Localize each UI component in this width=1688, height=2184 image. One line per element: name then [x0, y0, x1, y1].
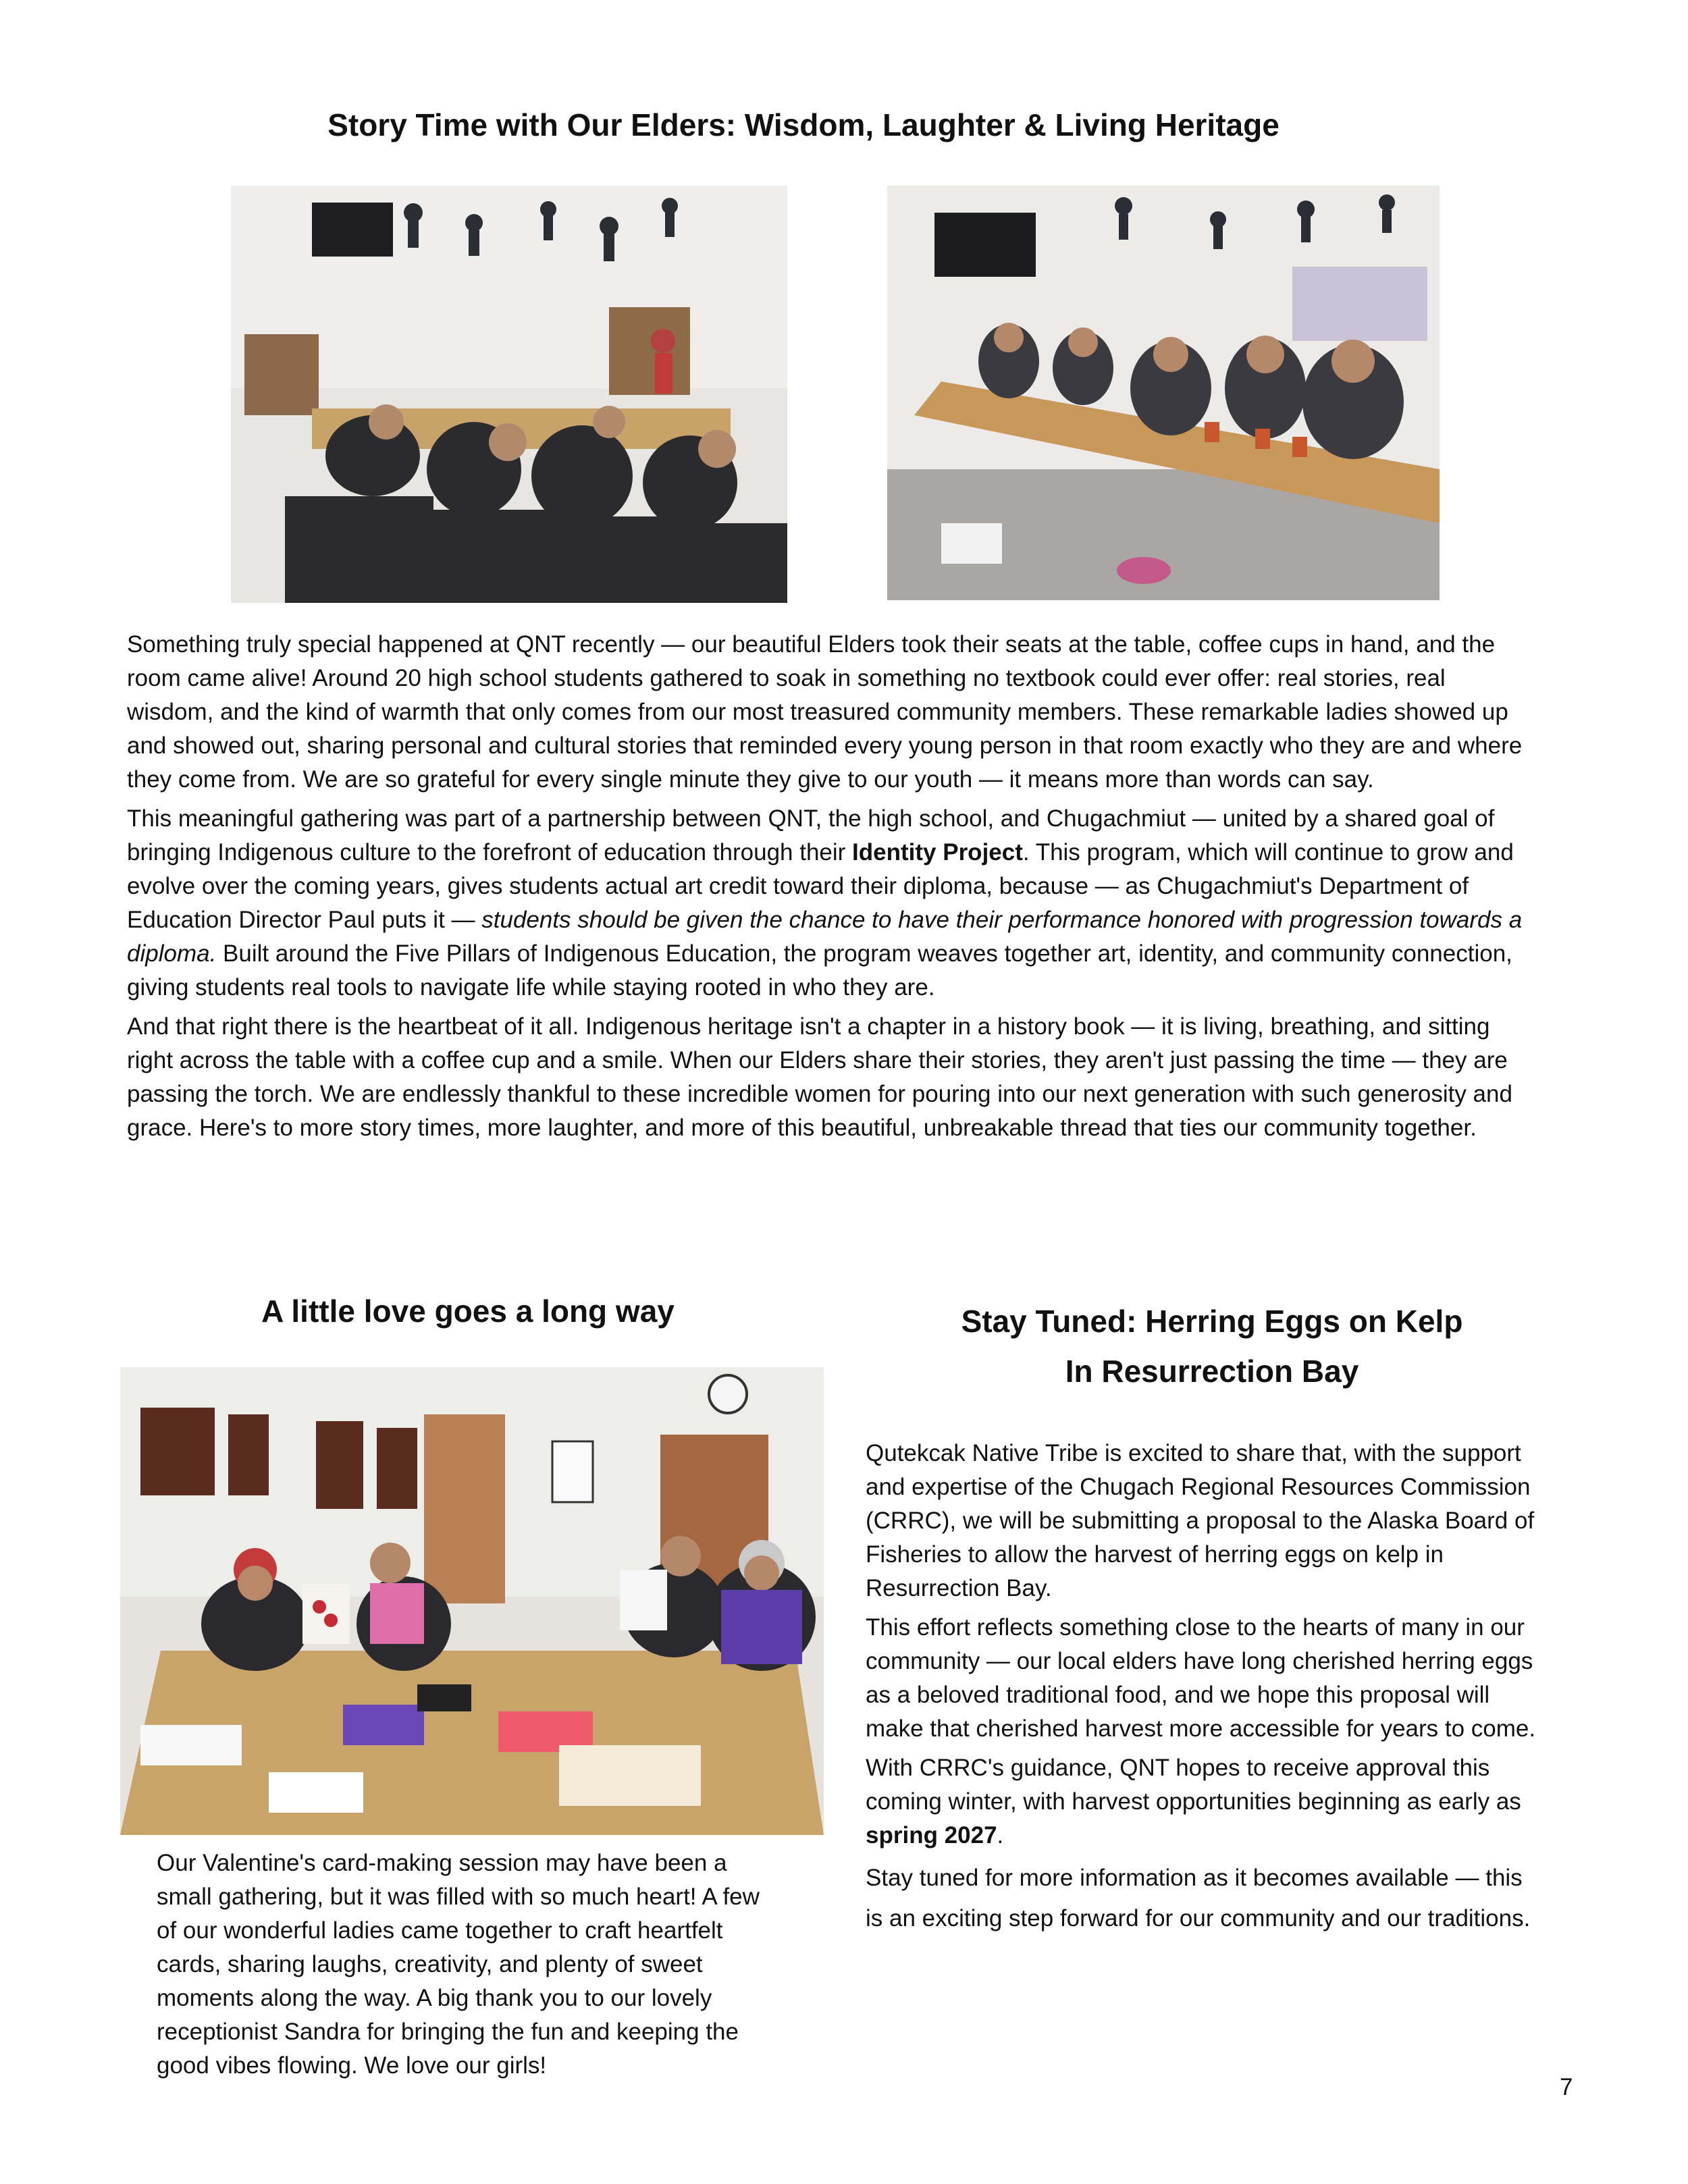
herring-paragraph-1: Qutekcak Native Tribe is excited to share that, with the support and expertise of the Chugach Regional Resources Commission (CRRC), we will be submitting a proposal to the Alaska Board of Fisheries to allow the harvest of herring eggs on kelp in Resurrection Bay.	[866, 1440, 1535, 1601]
herring-paragraph-3: With CRRC's guidance, QNT hopes to receive approval this coming winter, with harvest opportunities beginning as early as spring 2027.	[866, 1755, 1521, 1848]
herring-title-line-1: Stay Tuned: Herring Eggs on Kelp	[961, 1304, 1463, 1339]
students-listening-photo	[231, 186, 787, 603]
director-quote: students should be given the chance to have their performance honored with progression towards a diploma.	[127, 907, 1523, 967]
valentine-cards-photo	[120, 1367, 824, 1835]
herring-body	[866, 1437, 1541, 1944]
herring-paragraph-2: This effort reflects something close to the hearts of many in our community — our local elders have long cherished herring eggs as a beloved traditional food, and we hope this proposal will make that cherished harvest more accessible for years to come.	[866, 1614, 1536, 1742]
story-paragraph-2: This meaningful gathering was part of a partnership between QNT, the high school, and Chugachmiut — united by a shared goal of bringing Indigenous culture to the forefront of education through their Identity Project. This program, which will continue to grow and evolve over the coming years, gives students actual art credit toward their diploma, because — as Chugachmiut's Department of Education Director Paul puts it — students should be given the chance to have their performance honored with progression towards a diploma. Built around the Five Pillars of Indigenous Education, the program weaves together art, identity, and community connection, giving students real tools to navigate life while staying rooted in who they are.	[127, 805, 1523, 1001]
identity-project-term: Identity Project	[852, 839, 1023, 865]
elders-at-table-photo	[887, 186, 1440, 600]
love-title: A little love goes a long way	[261, 1294, 675, 1329]
story-body	[127, 628, 1538, 1150]
story-paragraph-1: Something truly special happened at QNT recently — our beautiful Elders took their seats at the table, coffee cups in hand, and the room came alive! Around 20 high school students gathered to soak in something no textbook could ever offer: real stories, real wisdom, and the kind of warmth that only comes from our most treasured community members. These remarkable ladies showed up and showed out, sharing personal and cultural stories that reminded every young person in that room exactly who they are and where they come from. We are so grateful for every single minute they give to our youth — it means more than words can say.	[127, 631, 1523, 793]
herring-title-line-2: In Resurrection Bay	[1065, 1354, 1359, 1389]
story-paragraph-3: And that right there is the heartbeat of it all. Indigenous heritage isn't a chapter in a history book — it is living, breathing, and sitting right across the table with a coffee cup and a smile. When our Elders share their stories, they aren't just passing the time — they are passing the torch. We are endlessly thankful to these incredible women for pouring into our next generation with such generosity and grace. Here's to more story times, more laughter, and more of this beautiful, unbreakable thread that ties our community together.	[127, 1013, 1512, 1141]
story-title: Story Time with Our Elders: Wisdom, Laughter & Living Heritage	[327, 107, 1280, 142]
love-caption: Our Valentine's card-making session may have been a small gathering, but it was filled with so much heart! A few of our wonderful ladies came together to craft heartfelt cards, sharing laughs, creativity, and plenty of sweet moments along the way. A big thank you to our lovely receptionist Sandra for bringing the fun and keeping the good vibes flowing. We love our girls!	[157, 1850, 760, 2079]
herring-title	[858, 1296, 1566, 1396]
page-number: 7	[1560, 2074, 1573, 2100]
herring-paragraph-4: Stay tuned for more information as it becomes available — this is an exciting step forward for our community and our traditions.	[866, 1865, 1531, 1932]
spring-2027-date: spring 2027	[866, 1822, 997, 1848]
